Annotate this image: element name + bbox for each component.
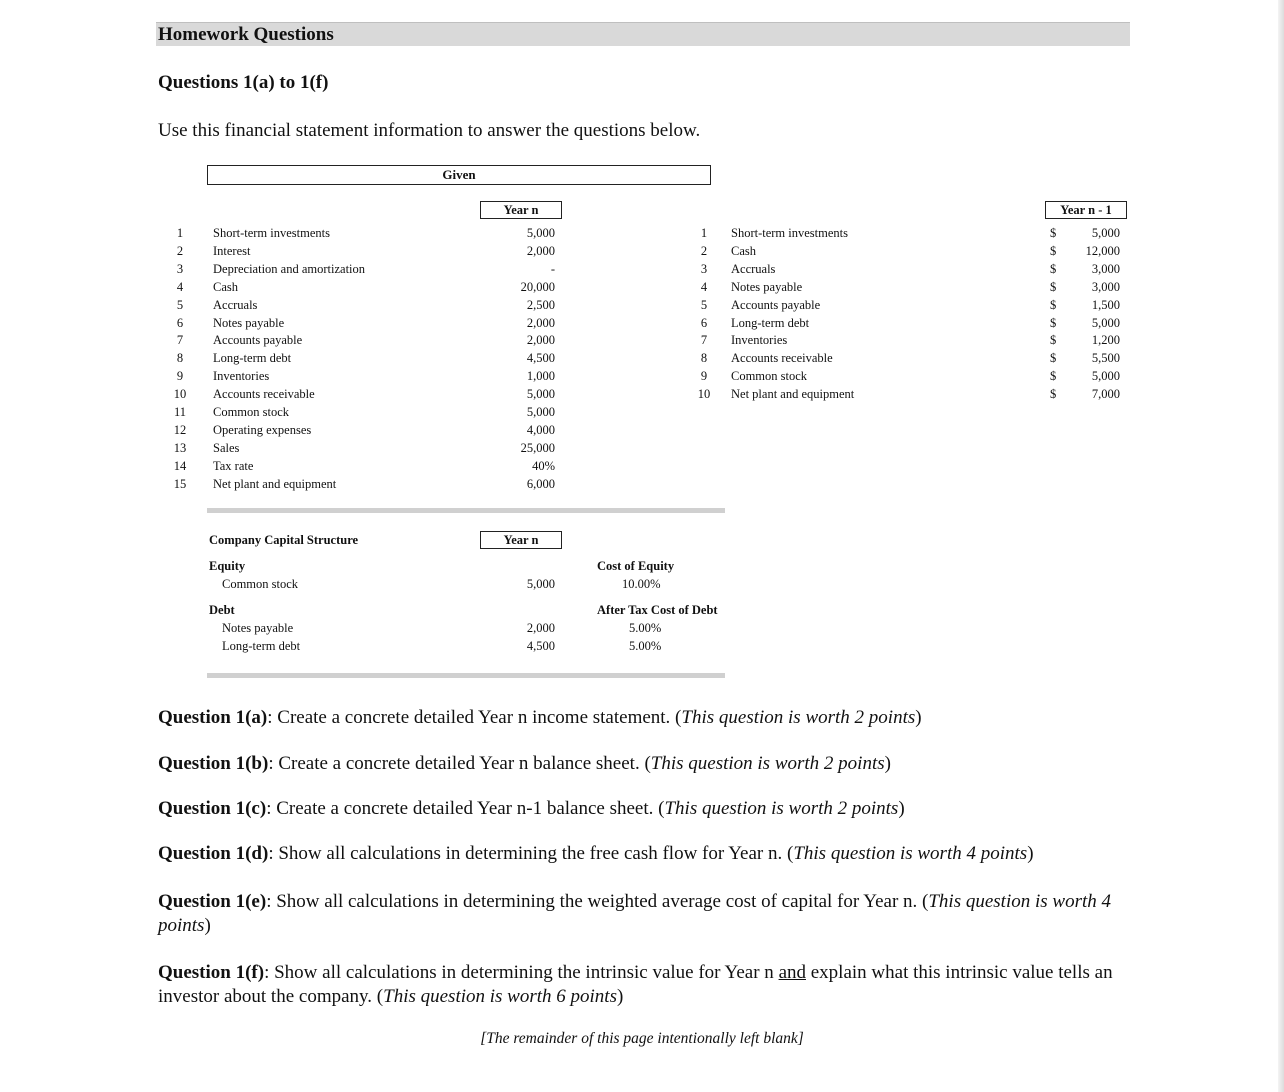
- year-n1-row-currency: $: [1050, 369, 1057, 384]
- common-stock-label: Common stock: [222, 577, 299, 591]
- year-n1-row-label: Notes payable: [731, 279, 803, 294]
- question-1f-points: This question is worth 6 points: [383, 986, 617, 1007]
- question-1d-points: This question is worth 4 points: [793, 843, 1028, 864]
- year-n-row-number: 6: [176, 315, 184, 330]
- year-n1-row-number: 6: [700, 315, 708, 330]
- question-1b: [158, 752, 1128, 776]
- year-n1-row-currency: $: [1050, 279, 1057, 294]
- notes-payable-cost: 5.00%: [629, 621, 662, 635]
- year-n-row-value: 1,000: [526, 369, 555, 384]
- year-n1-row-currency: $: [1050, 315, 1057, 330]
- year-n-row-label: Net plant and equipment: [213, 476, 337, 491]
- year-n-row-label: Inventories: [213, 369, 270, 384]
- year-n-row-value: 40%: [532, 458, 555, 473]
- year-n-row-label: Depreciation and amortization: [213, 261, 366, 276]
- year-n1-row-number: 10: [697, 387, 711, 402]
- year-n1-row-label: Accruals: [731, 261, 776, 276]
- year-n1-row-label: Accounts receivable: [731, 351, 833, 366]
- year-n-row-number: 4: [176, 279, 184, 294]
- notes-payable-label: Notes payable: [222, 621, 294, 635]
- debt-label: Debt: [209, 603, 235, 617]
- year-n-row-value: 4,500: [526, 351, 555, 366]
- year-n-row-value: 5,000: [526, 405, 555, 419]
- questions-subheading: Questions 1(a) to 1(f): [158, 72, 329, 93]
- year-n1-row-label: Cash: [731, 243, 756, 258]
- year-n-row-number: 10: [173, 387, 187, 402]
- year-n1-row-value: 3,000: [1091, 279, 1120, 294]
- year-n-row-number: 7: [176, 333, 184, 348]
- year-n-row-value: 20,000: [520, 279, 555, 294]
- close-paren: ): [204, 915, 211, 936]
- common-stock-value: 5,000: [526, 577, 555, 591]
- question-1b-points: This question is worth 2 points: [650, 753, 885, 774]
- after-tax-cost-of-debt-label: After Tax Cost of Debt: [597, 603, 718, 617]
- question-1d-text: : Show all calculations in determining the free cash flow for Year n. (: [268, 843, 794, 864]
- year-n1-row-number: 2: [700, 243, 708, 258]
- year-n-row-number: 11: [173, 405, 187, 419]
- year-n-row-label: Short-term investments: [213, 226, 330, 240]
- question-1c-label: Question 1(c): [158, 798, 267, 819]
- year-n1-row-label: Accounts payable: [731, 297, 821, 312]
- long-term-debt-cost: 5.00%: [629, 639, 662, 653]
- year-n1-row-value: 5,000: [1091, 315, 1120, 330]
- long-term-debt-value: 4,500: [526, 639, 555, 653]
- year-n-row-value: 2,000: [526, 333, 555, 348]
- intro-text: Use this financial statement information to answer the questions below.: [158, 120, 701, 141]
- year-n1-row-value: 5,000: [1091, 369, 1120, 384]
- year-n1-row-value: 5,500: [1091, 351, 1120, 366]
- year-n-row-value: 4,000: [526, 422, 555, 437]
- question-1e-label: Question 1(e): [158, 891, 267, 912]
- year-n1-row-number: 3: [700, 261, 708, 276]
- year-n1-row-value: 1,200: [1091, 333, 1120, 348]
- given-header: Given: [207, 165, 711, 185]
- close-paren: ): [1027, 843, 1034, 864]
- year-n1-row-value: 3,000: [1091, 261, 1120, 276]
- year-n-row-number: 8: [176, 351, 184, 366]
- year-n1-row-label: Long-term debt: [731, 315, 810, 330]
- year-n1-row-number: 8: [700, 351, 708, 366]
- question-1f-text: : Show all calculations in determining the intrinsic value for Year n: [264, 962, 779, 983]
- close-paren: ): [884, 753, 891, 774]
- question-1a: [158, 706, 1128, 730]
- year-n1-row-currency: $: [1050, 261, 1057, 276]
- question-1f-label: Question 1(f): [158, 962, 265, 983]
- question-1a-label: Question 1(a): [158, 707, 268, 728]
- year-n1-row-label: Common stock: [731, 369, 808, 384]
- year-n1-row-number: 4: [700, 279, 708, 294]
- close-paren: ): [915, 707, 922, 728]
- year-n1-header: Year n - 1: [1045, 201, 1127, 219]
- year-n1-row-label: Short-term investments: [731, 226, 848, 240]
- year-n1-row-number: 1: [700, 226, 708, 240]
- year-n-row-value: 2,000: [526, 243, 555, 258]
- year-n-row-label: Long-term debt: [213, 351, 292, 366]
- close-paren: ): [616, 986, 624, 1007]
- year-n-row-value: 5,000: [526, 226, 555, 240]
- year-n1-row-label: Net plant and equipment: [731, 387, 855, 402]
- year-n-row-number: 9: [176, 369, 184, 384]
- question-1e-points: This question is worth 4 points: [158, 891, 1112, 936]
- year-n-row-label: Sales: [213, 440, 240, 455]
- year-n-row-value: 2,500: [526, 297, 555, 312]
- year-n-row-number: 5: [176, 297, 184, 312]
- question-1f-text-2: explain what this intrinsic value tells an investor about the company. (: [158, 962, 1113, 1007]
- question-1c-points: This question is worth 2 points: [664, 798, 899, 819]
- close-paren: ): [898, 798, 905, 819]
- year-n-row-label: Accruals: [213, 297, 258, 312]
- question-1e-text: : Show all calculations in determining the weighted average cost of capital for Year n. (: [266, 891, 929, 912]
- year-n-header: Year n: [480, 201, 562, 219]
- year-n1-row-currency: $: [1050, 243, 1057, 258]
- question-1d-label: Question 1(d): [158, 843, 269, 864]
- divider-rule: [207, 508, 725, 513]
- year-n-row-value: 25,000: [520, 440, 555, 455]
- year-n1-row-currency: $: [1050, 387, 1057, 402]
- capital-structure-title: Company Capital Structure: [209, 533, 359, 547]
- year-n-row-label: Accounts payable: [213, 333, 303, 348]
- year-n1-row-currency: $: [1050, 333, 1057, 348]
- year-n1-row-label: Inventories: [731, 333, 788, 348]
- year-n-row-label: Common stock: [213, 405, 290, 419]
- year-n-row-value: 2,000: [526, 315, 555, 330]
- year-n-row-label: Tax rate: [213, 458, 254, 473]
- year-n-row-label: Notes payable: [213, 315, 285, 330]
- question-1b-text: : Create a concrete detailed Year n balance sheet. (: [268, 753, 651, 774]
- year-n-row-label: Cash: [213, 279, 238, 294]
- footer-note: [The remainder of this page intentionally left blank]: [480, 1030, 804, 1047]
- question-1c-text: : Create a concrete detailed Year n-1 balance sheet. (: [266, 798, 665, 819]
- question-1b-label: Question 1(b): [158, 753, 269, 774]
- year-n-row-label: Operating expenses: [213, 422, 312, 437]
- year-n1-row-number: 5: [700, 297, 708, 312]
- question-1d: [158, 842, 1128, 866]
- year-n1-row-number: 9: [700, 369, 708, 384]
- question-1c: [158, 797, 1128, 821]
- year-n-row-number: 3: [176, 261, 184, 276]
- question-1e: [158, 890, 1128, 938]
- year-n-row-label: Accounts receivable: [213, 387, 315, 402]
- year-n-row-value: 6,000: [526, 476, 555, 491]
- year-n1-row-currency: $: [1050, 297, 1057, 312]
- section-title: Homework Questions: [158, 24, 334, 45]
- year-n-row-value: -: [550, 261, 555, 276]
- divider-rule-bottom: [207, 673, 725, 678]
- year-n-row-number: 13: [173, 440, 187, 455]
- year-n-row-number: 1: [176, 226, 184, 240]
- cost-of-equity-value: 10.00%: [622, 577, 661, 591]
- page-edge: [1278, 0, 1284, 1092]
- year-n1-row-currency: $: [1050, 351, 1057, 366]
- year-n1-row-value: 12,000: [1085, 243, 1120, 258]
- question-1a-points: This question is worth 2 points: [681, 707, 916, 728]
- question-1f-and: and: [778, 962, 806, 983]
- year-n-row-number: 2: [176, 243, 184, 258]
- year-n-row-label: Interest: [213, 243, 251, 258]
- year-n-row-number: 15: [173, 476, 187, 491]
- cost-of-equity-label: Cost of Equity: [597, 559, 675, 573]
- year-n1-row-value: 5,000: [1091, 226, 1120, 240]
- capital-year-header: Year n: [480, 531, 562, 549]
- question-1f: [158, 961, 1128, 1009]
- long-term-debt-label: Long-term debt: [222, 639, 301, 653]
- equity-label: Equity: [209, 559, 246, 573]
- year-n-row-number: 12: [173, 422, 187, 437]
- year-n-row-number: 14: [173, 458, 187, 473]
- year-n1-row-currency: $: [1050, 226, 1057, 240]
- year-n-row-value: 5,000: [526, 387, 555, 402]
- notes-payable-value: 2,000: [526, 621, 555, 635]
- question-1a-text: : Create a concrete detailed Year n income statement. (: [267, 707, 682, 728]
- year-n1-row-value: 1,500: [1091, 297, 1120, 312]
- year-n1-row-number: 7: [700, 333, 708, 348]
- year-n1-row-value: 7,000: [1091, 387, 1120, 402]
